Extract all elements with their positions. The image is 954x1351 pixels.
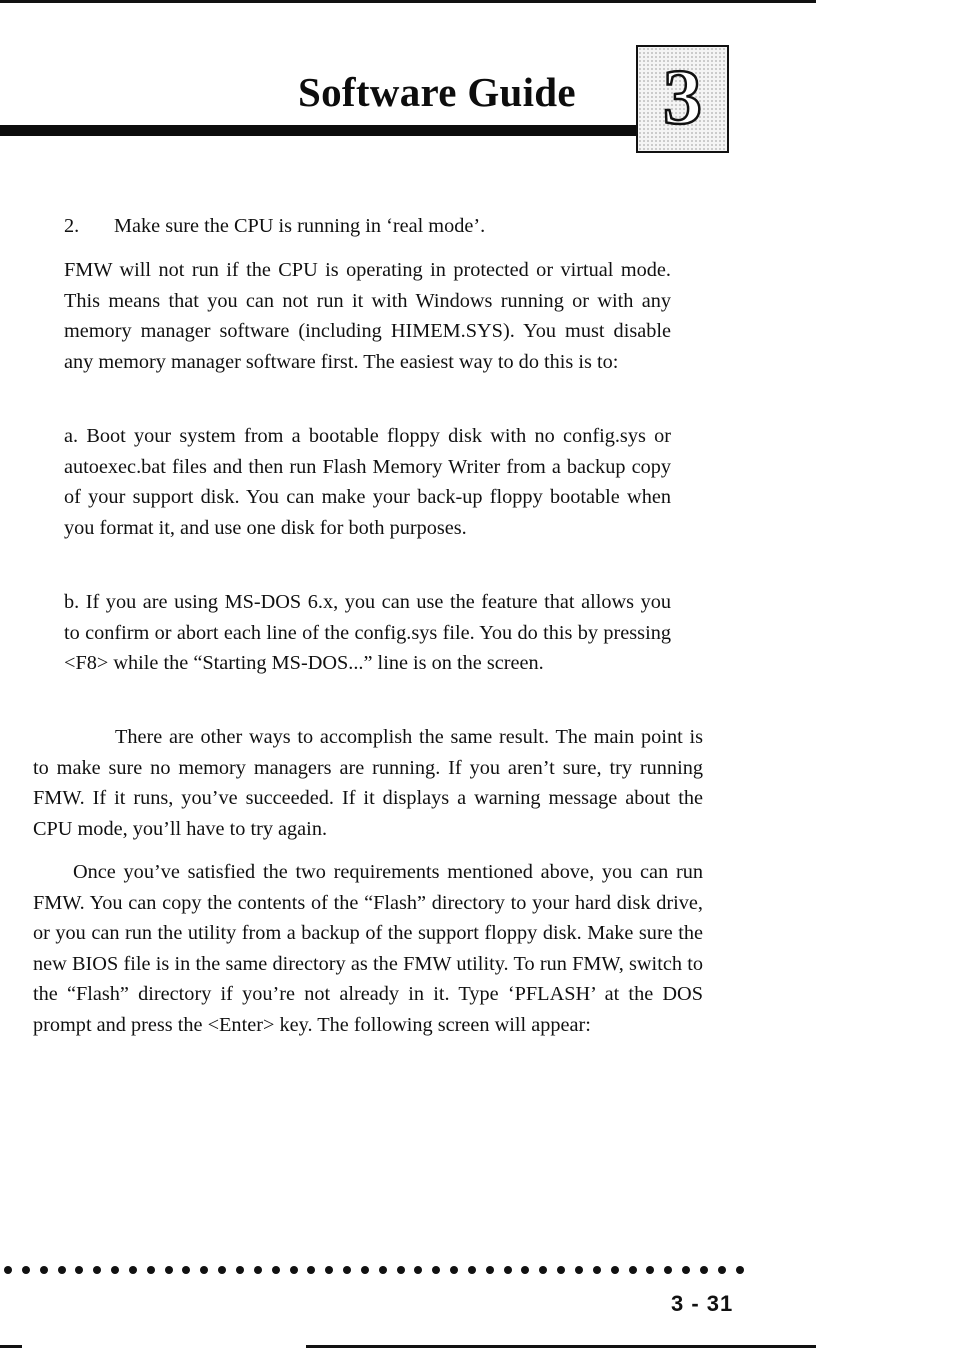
footer-dot (75, 1266, 83, 1274)
footer-dot (539, 1266, 547, 1274)
step-text: Make sure the CPU is running in ‘real mode’. (114, 215, 486, 237)
footer-dot (611, 1266, 619, 1274)
footer-dot (343, 1266, 351, 1274)
footer-dot (397, 1266, 405, 1274)
footer-dot (22, 1266, 30, 1274)
paragraph-run-fmw: Once you’ve satisfied the two requirements mentioned above, you can run FMW. You can copy the contents of the “Flash” directory to your hard disk drive, or you can run the utility from a backup of the support floppy disk. Make sure the new BIOS file is in the same directory as the FMW utility. To run FMW, switch to the “Flash” directory if you’re not already in it. Type ‘PFLASH’ at the DOS prompt and press the <Enter> key. The following screen will appear: (33, 861, 703, 1036)
top-border-rule (0, 0, 816, 3)
footer-dot (93, 1266, 101, 1274)
footer-dot (664, 1266, 672, 1274)
header-rule (0, 125, 640, 136)
footer-dot (432, 1266, 440, 1274)
footer-dot (361, 1266, 369, 1274)
footer-dot (450, 1266, 458, 1274)
chapter-tab (636, 45, 729, 153)
page-number: 3 - 31 (671, 1291, 734, 1316)
footer-dot (182, 1266, 190, 1274)
footer-dot (4, 1266, 12, 1274)
footer-dot (504, 1266, 512, 1274)
footer-dot (272, 1266, 280, 1274)
footer-dot-leader (4, 1266, 744, 1274)
footer-dot (557, 1266, 565, 1274)
chapter-number: 3 (663, 53, 702, 140)
list-item-a: a. Boot your system from a bootable floppy disk with no config.sys or autoexec.bat files and then run Flash Memory Writer from a backup copy of your support disk. You can make your back-up floppy bootable when you format it, and use one disk for both purposes. (64, 425, 671, 539)
footer-dot (236, 1266, 244, 1274)
footer-dot (325, 1266, 333, 1274)
footer-dot (307, 1266, 315, 1274)
step-number: 2. (64, 215, 80, 237)
footer-dot (521, 1266, 529, 1274)
step-heading (64, 211, 485, 242)
footer-dot (254, 1266, 262, 1274)
footer-dot (575, 1266, 583, 1274)
footer-dot (414, 1266, 422, 1274)
footer-dot (593, 1266, 601, 1274)
footer-dot (468, 1266, 476, 1274)
footer-dot (486, 1266, 494, 1274)
footer-dot (58, 1266, 66, 1274)
footer-dot (718, 1266, 726, 1274)
footer-dot (111, 1266, 119, 1274)
footer-dot (200, 1266, 208, 1274)
footer-dot (218, 1266, 226, 1274)
footer-dot (700, 1266, 708, 1274)
footer-dot (682, 1266, 690, 1274)
bottom-rule-left (0, 1345, 22, 1348)
paragraph-protected-mode: FMW will not run if the CPU is operating in protected or virtual mode. This means that you can not run it with Windows running or with any memory manager software (including HIMEM.SYS). You must disable any memory manager software first. The easiest way to do this is to: (64, 259, 671, 373)
page-title: Software Guide (298, 69, 576, 115)
footer-dot (629, 1266, 637, 1274)
footer-dot (736, 1266, 744, 1274)
footer-dot (290, 1266, 298, 1274)
footer-dot (646, 1266, 654, 1274)
footer-dot (129, 1266, 137, 1274)
list-item-b: b. If you are using MS-DOS 6.x, you can use the feature that allows you to confirm or abort each line of the config.sys file. You do this by pressing <F8> while the “Starting MS-DOS...” line is on the screen. (64, 591, 671, 675)
bottom-rule-right (306, 1345, 816, 1348)
paragraph-other-ways: There are other ways to accomplish the same result. The main point is to make sure no memory managers are running. If you aren’t sure, try running FMW. If it runs, you’ve succeeded. If it displays a warning message about the CPU mode, you’ll have to try again. (33, 726, 703, 840)
footer-dot (147, 1266, 155, 1274)
footer-dot (379, 1266, 387, 1274)
footer-dot (165, 1266, 173, 1274)
footer-dot (40, 1266, 48, 1274)
